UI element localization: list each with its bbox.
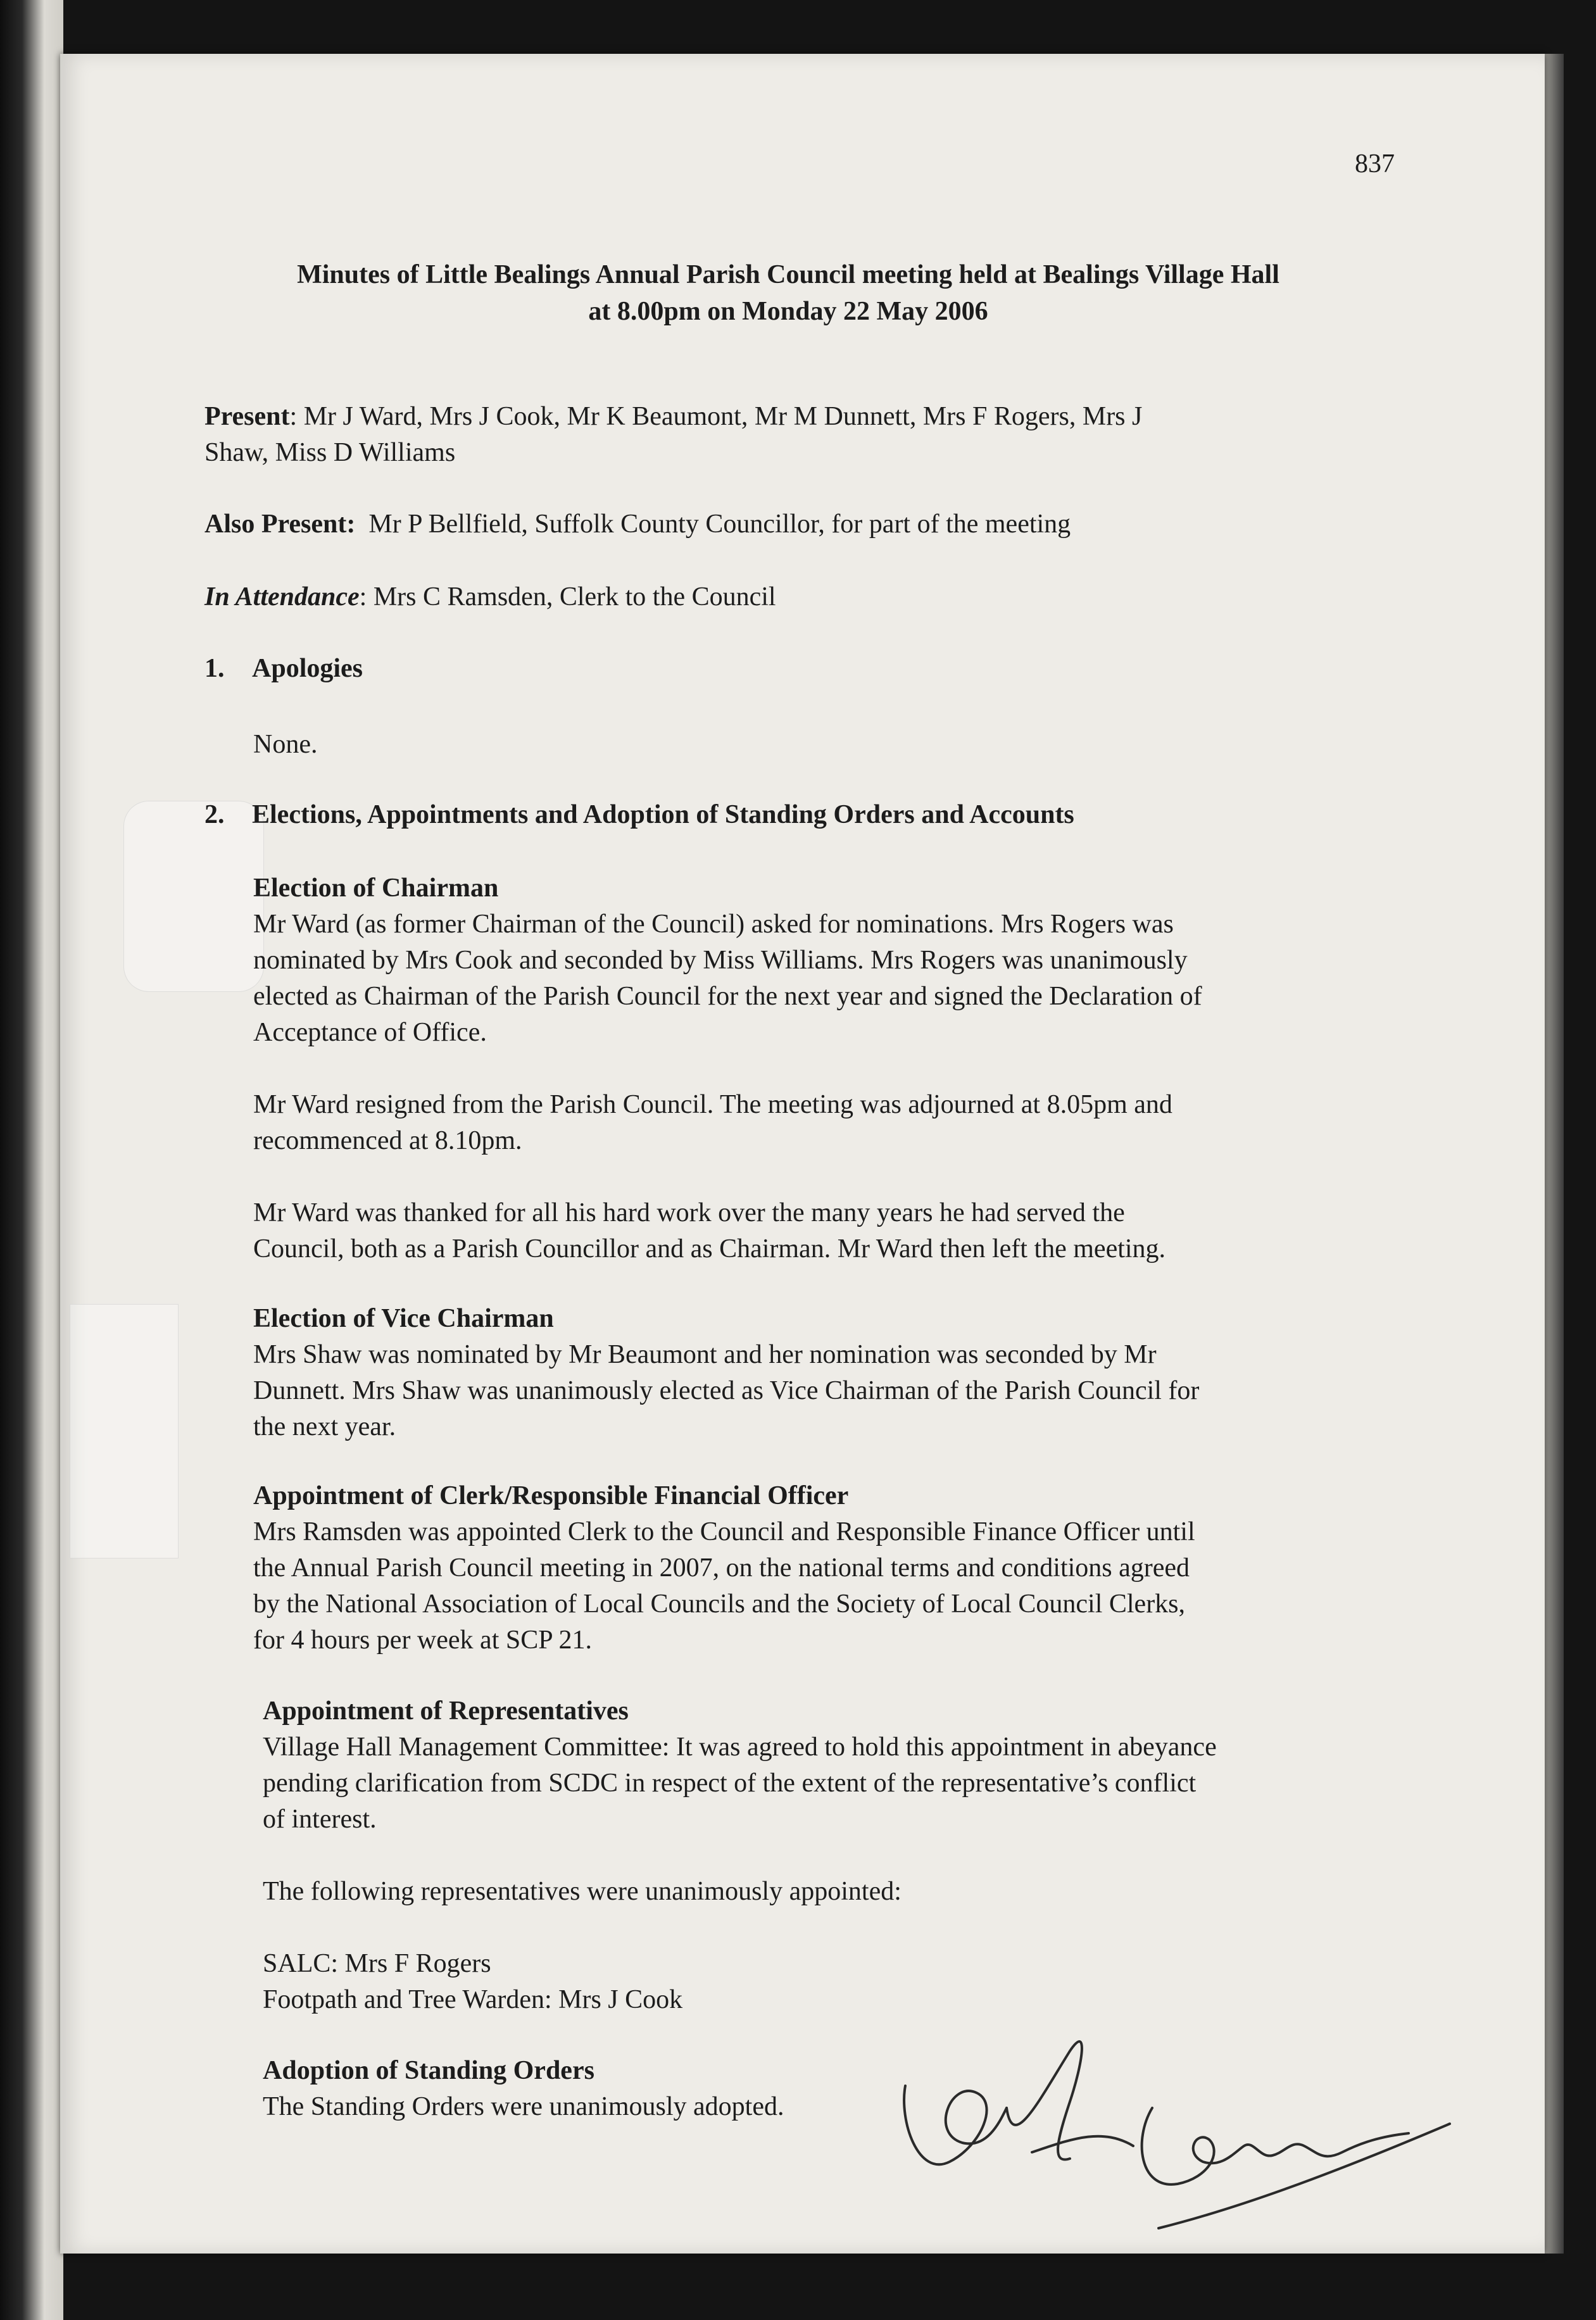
text-line: Acceptance of Office.	[253, 1018, 487, 1047]
page-title	[165, 256, 1412, 330]
text-line: pending clarification from SCDC in respect of the extent of the representative’s conflict	[263, 1769, 1197, 1798]
subheading: Adoption of Standing Orders	[263, 2056, 594, 2085]
text-line: Mr Ward (as former Chairman of the Council) asked for nominations. Mrs Rogers was	[253, 910, 1174, 939]
also-present-label: Also Present:	[204, 510, 356, 539]
book-binding	[0, 0, 63, 2320]
subheading: Appointment of Clerk/Responsible Financial Officer	[253, 1481, 849, 1510]
appointment-representatives	[263, 1693, 1434, 2018]
text-line: The Standing Orders were unanimously adopted.	[263, 2092, 784, 2121]
present-label: Present	[204, 402, 290, 431]
in-attendance-block: In Attendance: Mrs C Ramsden, Clerk to the Council	[204, 582, 776, 611]
in-attendance-text: Mrs C Ramsden, Clerk to the Council	[373, 582, 776, 611]
text-line: nominated by Mrs Cook and seconded by Miss Williams. Mrs Rogers was unanimously	[253, 946, 1188, 975]
present-line: Present: Mr J Ward, Mrs J Cook, Mr K Beaumont, Mr M Dunnett, Mrs F Rogers, Mrs J	[204, 402, 1143, 431]
text-line: Mr Ward resigned from the Parish Council. The meeting was adjourned at 8.05pm and	[253, 1090, 1172, 1119]
present-line: Shaw, Miss D Williams	[204, 438, 456, 467]
section-heading	[204, 653, 1407, 691]
text-line: Mr Ward was thanked for all his hard work over the many years he had served the	[253, 1198, 1125, 1227]
subheading: Election of Vice Chairman	[253, 1304, 554, 1333]
present-text: Mr J Ward, Mrs J Cook, Mr K Beaumont, Mr M Dunnett, Mrs F Rogers, Mrs J	[303, 402, 1143, 431]
also-present-block	[204, 506, 1439, 542]
also-present-text: Mr P Bellfield, Suffolk County Councillor, for part of the meeting	[368, 510, 1071, 539]
text-line: by the National Association of Local Councils and the Society of Local Council Clerks,	[253, 1590, 1186, 1619]
title-line: Minutes of Little Bealings Annual Parish Council meeting held at Bealings Village Hall	[297, 260, 1279, 289]
section-title: Apologies	[252, 654, 363, 683]
election-chairman	[253, 870, 1424, 1267]
subheading: Appointment of Representatives	[263, 1696, 629, 1726]
section-heading	[204, 799, 1407, 837]
page-edge	[1545, 54, 1564, 2254]
text-line: the next year.	[253, 1412, 396, 1441]
election-vice-chairman	[253, 1301, 1424, 1445]
text-line: for 4 hours per week at SCP 21.	[253, 1626, 593, 1655]
section-number: 2.	[204, 800, 225, 829]
present-block	[204, 399, 1407, 471]
text-line: Village Hall Management Committee: It was agreed to hold this appointment in abeyance	[263, 1733, 1217, 1762]
text-line: of interest.	[263, 1805, 377, 1834]
section-number: 1.	[204, 654, 225, 683]
text-line: Dunnett. Mrs Shaw was unanimously elected as Vice Chairman of the Parish Council for	[253, 1376, 1200, 1405]
text-line: Mrs Ramsden was appointed Clerk to the Council and Responsible Finance Officer until	[253, 1517, 1195, 1546]
text-line: recommenced at 8.10pm.	[253, 1126, 522, 1155]
text-line: elected as Chairman of the Parish Council for the next year and signed the Declaration of	[253, 982, 1202, 1011]
representative-item: Footpath and Tree Warden: Mrs J Cook	[263, 1985, 683, 2014]
representative-item: SALC: Mrs F Rogers	[263, 1949, 491, 1978]
in-attendance-label: In Attendance	[204, 582, 360, 611]
title-line: at 8.00pm on Monday 22 May 2006	[588, 297, 988, 326]
appointment-clerk	[253, 1478, 1424, 1658]
subheading: Election of Chairman	[253, 874, 499, 903]
text-line: the Annual Parish Council meeting in 2007, on the national terms and conditions agreed	[253, 1553, 1190, 1583]
section-title: Elections, Appointments and Adoption of Standing Orders and Accounts	[252, 800, 1074, 829]
tape-mark	[70, 1304, 179, 1558]
handwritten-signature	[880, 2026, 1475, 2235]
page-number: 837	[1355, 149, 1395, 179]
text-line: The following representatives were unanimously appointed:	[263, 1877, 902, 1906]
apologies-text: None.	[253, 730, 318, 759]
text-line: Mrs Shaw was nominated by Mr Beaumont and her nomination was seconded by Mr	[253, 1340, 1157, 1369]
text-line: Council, both as a Parish Councillor and as Chairman. Mr Ward then left the meeting.	[253, 1234, 1166, 1263]
